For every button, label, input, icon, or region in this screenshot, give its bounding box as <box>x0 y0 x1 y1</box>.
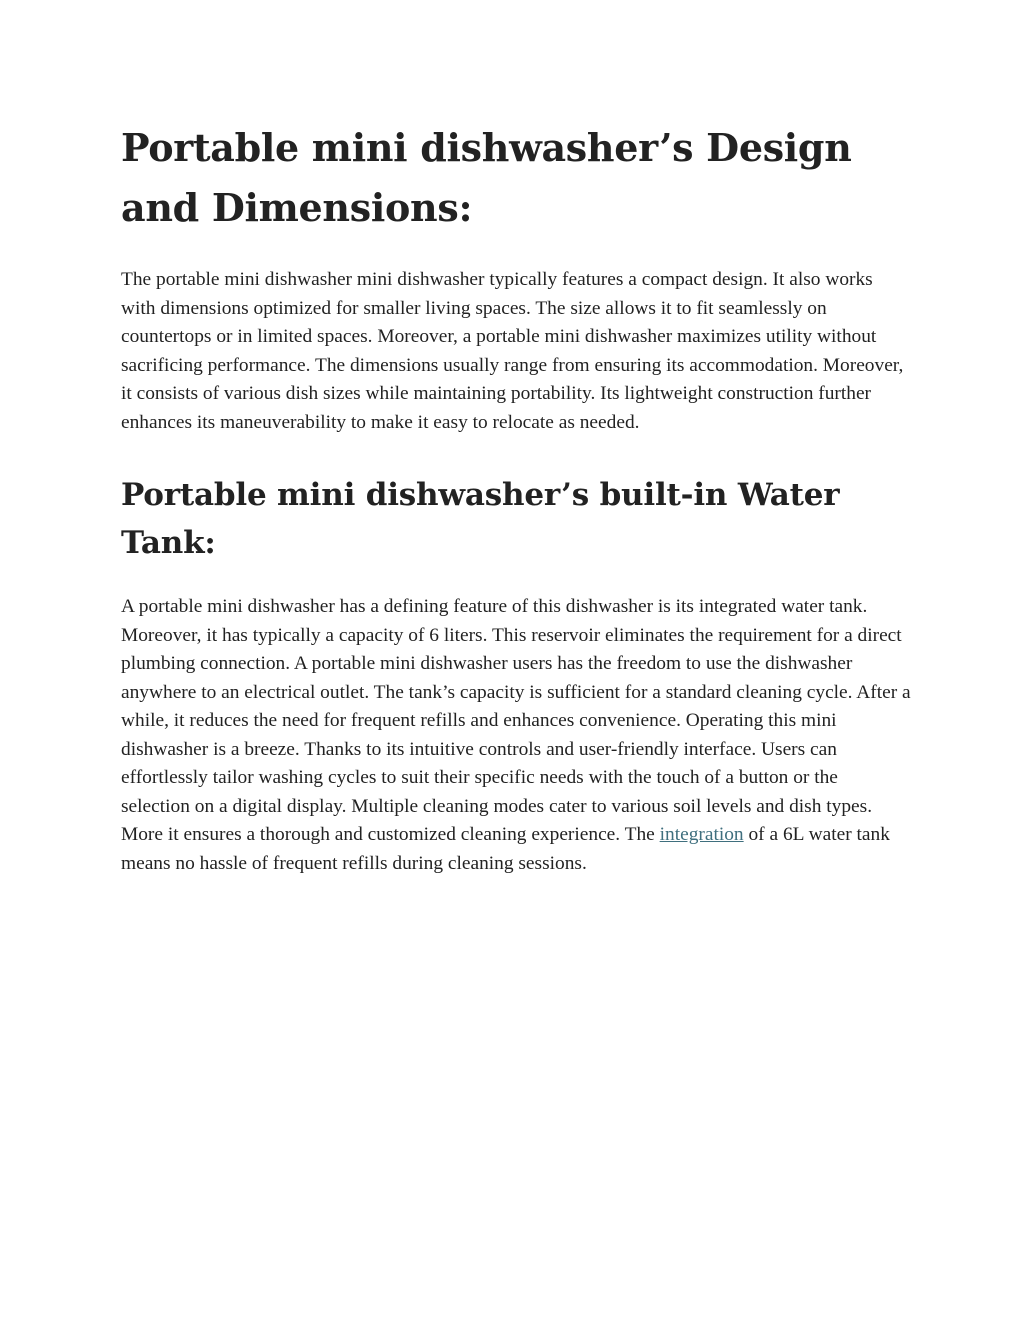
integration-link[interactable]: integration <box>659 824 744 845</box>
section-paragraph-water-tank <box>121 593 911 878</box>
water-tank-section <box>121 471 911 878</box>
paragraph-text-before-link: A portable mini dishwasher has a defining feature of this dishwasher is its integrated water tank. Moreover, it has typically a capacity of 6 liters. This reservoir eliminates the requirement for a direct plumbing connection. A portable mini dishwasher users has the freedom to use the dishwasher anywhere to an electrical outlet. The tank’s capacity is sufficient for a standard cleaning cycle. After a while, it reduces the need for frequent refills and enhances convenience. Operating this mini dishwasher is a breeze. Thanks to its intuitive controls and user-friendly interface. Users can effortlessly tailor washing cycles to suit their specific needs with the touch of a button or the selection on a digital display. Multiple cleaning modes cater to various soil levels and dish types. More it ensures a thorough and customized cleaning experience. The <box>121 596 911 845</box>
section-heading-water-tank: Portable mini dishwasher’s built-in Water Tank: <box>121 477 840 561</box>
section-paragraph-design-dimensions: The portable mini dishwasher mini dishwasher typically features a compact design. It also works with dimensions optimized for smaller living spaces. The size allows it to fit seamlessly on countertops or in limited spaces. Moreover, a portable mini dishwasher maximizes utility without sacrificing performance. The dimensions usually range from ensuring its accommodation. Moreover, it consists of various dish sizes while maintaining portability. Its lightweight construction further enhances its maneuverability to make it easy to relocate as needed. <box>121 269 904 433</box>
section-heading-design-dimensions: Portable mini dishwasher’s Design and Dimensions: <box>121 125 852 230</box>
design-dimensions-section <box>121 118 911 437</box>
document-page <box>121 118 911 878</box>
paragraph-text-after-link: of a 6L water tank means no hassle of frequent refills during cleaning sessions. <box>121 824 890 874</box>
